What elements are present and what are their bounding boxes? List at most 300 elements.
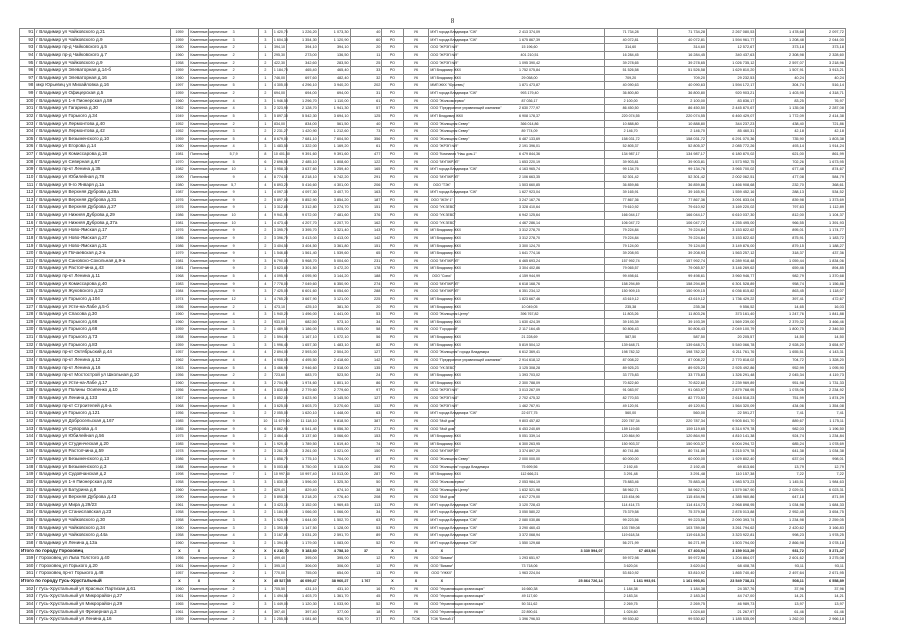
cell: 587,50 (604, 334, 657, 342)
cell: УК (403, 311, 429, 319)
cell: Каменные, кирпичные (189, 288, 209, 296)
cell: 1 (258, 189, 272, 197)
cell: 2 (258, 448, 272, 456)
cell: 2 (209, 67, 258, 75)
cell: 150 903,37 (604, 440, 657, 448)
cell: 1 (258, 166, 272, 174)
cell: 1 145,51 (756, 478, 805, 486)
cell: 1 026 735,12 (707, 59, 756, 67)
cell: Каменные, кирпичные (189, 387, 209, 395)
cell: 1 370,68 (805, 273, 845, 281)
cell: 1 120,90 (318, 36, 350, 44)
cell: 1 496,00 (287, 311, 319, 319)
cell: УК (403, 189, 429, 197)
cell: 3 623,90 (287, 395, 319, 403)
cell: 86 450,50 (657, 105, 706, 113)
cell: 829,40 (272, 486, 286, 494)
cell: 1 619,40 (318, 440, 350, 448)
cell: 53 (350, 311, 382, 319)
cell: 2 146,70 (657, 128, 706, 136)
cell: 5 (209, 395, 258, 403)
organization-cell: ООО "ЖЭУ 1" (429, 196, 455, 204)
cell: 73 718,06 (455, 562, 604, 570)
organization-cell: ООО "Жилищник" города Владимира (429, 463, 455, 471)
cell: Каменные, кирпичные (189, 250, 209, 258)
cell: 87 (350, 456, 382, 464)
cell: 2 117 164,45 (455, 326, 604, 334)
cell: 4 305,00 (272, 82, 286, 90)
cell: 1 559 452,16 (707, 189, 756, 197)
table-row (20, 616, 886, 624)
cell: 1 (258, 82, 272, 90)
cell: РО (382, 478, 403, 486)
address-cell: г Владимир ул Ново-Ямская д.27 (35, 234, 170, 242)
cell: 283,50 (318, 59, 350, 67)
organization-cell: МУП города Владимира "СЖ" (429, 509, 455, 517)
year-cell: 1981 (170, 257, 189, 265)
cell: 425,10 (287, 303, 319, 311)
cell: 3 (209, 318, 258, 326)
cell: 477 (350, 151, 382, 159)
cell: 36 800,80 (657, 90, 706, 98)
cell: 1 024,60 (604, 608, 657, 616)
address-cell: г Владимир ул Верхняя Дуброва д.28а (35, 189, 170, 197)
cell: 1 914,24 (805, 143, 845, 151)
cell: 6 350,90 (318, 280, 350, 288)
cell: 2 323,90 (272, 105, 286, 113)
cell: 3 (258, 97, 272, 105)
row-number: 107 (20, 151, 35, 159)
cell: 9 (209, 257, 258, 265)
cell: 5 (209, 158, 258, 166)
address-cell: г Гороховец ул Льва Толстого д.40 (35, 555, 170, 563)
address-cell: г Владимир ул Нижняя Дуброва д.37а (35, 219, 170, 227)
address-cell: г Владимир ул Горького д.121 (35, 410, 170, 418)
organization-cell: ООО "ТЭК" (429, 181, 455, 189)
cell: 1 675 867,39 (455, 36, 604, 44)
organization-cell: ООО "МУПЖРЭП" (429, 280, 455, 288)
table-row (20, 433, 886, 441)
cell: 4 095,90 (272, 273, 286, 281)
cell: 2 (258, 326, 272, 334)
cell: 34 (350, 318, 382, 326)
table-row (20, 288, 886, 296)
organization-cell: МУП города Владимира "СЖ" (429, 29, 455, 37)
cell: 50 311,62 (455, 600, 604, 608)
cell: 1 184,00 (272, 509, 286, 517)
organization-cell: ООО "Мой дом" (429, 425, 455, 433)
total-cell: 37 (350, 547, 382, 555)
address-cell: г Владимир ул Нижняя Дуброва д.29 (35, 212, 170, 220)
address-cell: г Владимир ул Безыменского д.3 (35, 463, 170, 471)
cell: 166 044,17 (657, 212, 706, 220)
cell: 7,41 (805, 410, 845, 418)
cell: 3 (209, 326, 258, 334)
row-number: 102 (20, 112, 35, 120)
cell: 4 (209, 143, 258, 151)
cell: 80 741,86 (604, 448, 657, 456)
row-number: 101 (20, 105, 35, 113)
cell: 1 823 667,46 (455, 295, 604, 303)
cell: 5 542,30 (287, 112, 319, 120)
organization-cell: ООО "Союз" (429, 273, 455, 281)
cell: РО (382, 456, 403, 464)
table-row (20, 600, 886, 608)
cell: 3 830,60 (272, 387, 286, 395)
cell: 3 958,30 (272, 166, 286, 174)
table-row (20, 539, 886, 547)
cell: 340 437,63 (707, 51, 756, 59)
cell: 40 090,63 (657, 82, 706, 90)
organization-cell: ООО "Мой дом" (429, 494, 455, 502)
cell: 135 (350, 364, 382, 372)
cell: 39 903,81 (604, 158, 657, 166)
table-row (20, 478, 886, 486)
cell: 93,11 (756, 562, 805, 570)
address-cell: г Владимир ул Растопчина д.59 (35, 448, 170, 456)
cell: Каменные, кирпичные (189, 234, 209, 242)
row-number: 93 (20, 44, 35, 52)
cell: Каменные, кирпичные (189, 478, 209, 486)
cell: 3 (258, 517, 272, 525)
cell: 4 097,30 (272, 189, 286, 197)
cell: 1 561,40 (287, 250, 319, 258)
cell: 1 503 660,85 (455, 181, 604, 189)
address-cell: г Владимир ул Добросельская д.167 (35, 417, 170, 425)
cell: УК (403, 509, 429, 517)
cell: 2 053 984,19 (455, 478, 604, 486)
cell: 75 699,56 (455, 463, 604, 471)
cell: РО (382, 417, 403, 425)
row-number: 135 (20, 364, 35, 372)
cell: 694,00 (287, 90, 319, 98)
row-number: 111 (20, 181, 35, 189)
cell: 1 865 740,40 (707, 570, 756, 578)
cell: 4 (258, 402, 272, 410)
cell: УК (403, 410, 429, 418)
cell: 1 104,37 (805, 212, 845, 220)
cell: РО (382, 532, 403, 540)
year-cell: 1979 (170, 250, 189, 258)
cell: 2 000 000,00 (455, 456, 604, 464)
cell: 2 (209, 608, 258, 616)
cell: 99 498,61 (657, 273, 706, 281)
cell: 3 312 278,70 (455, 234, 604, 242)
cell: 86 450,50 (604, 105, 657, 113)
cell: 106 047,72 (604, 219, 657, 227)
cell: 42,18 (805, 128, 845, 136)
cell: УК (403, 242, 429, 250)
cell: 1 120,30 (287, 600, 319, 608)
cell: 16,03 (805, 303, 845, 311)
organization-cell: ООО "Городской" (429, 326, 455, 334)
year-cell: 1988 (170, 463, 189, 471)
row-number: 118 (20, 234, 35, 242)
cell: 2 049 100,79 (707, 326, 756, 334)
cell: 2 504,20 (318, 349, 350, 357)
cell: 2 952,45 (756, 509, 805, 517)
row-number: 163 (20, 593, 35, 601)
cell: 1 (258, 555, 272, 563)
cell: РО (382, 212, 403, 220)
cell: 198 782,32 (604, 349, 657, 357)
table-row (20, 189, 886, 197)
year-cell: 1978 (170, 448, 189, 456)
cell: 29 232,53 (707, 74, 756, 82)
cell: 1 462 767,91 (455, 402, 604, 410)
table-row (20, 486, 886, 494)
cell: 3 (209, 517, 258, 525)
cell: 82 770,53 (604, 395, 657, 403)
address-cell: г Владимир ул Суворова д.4 (35, 425, 170, 433)
row-number: 106 (20, 143, 35, 151)
cell: 31 (350, 90, 382, 98)
cell: 3 261,00 (287, 448, 319, 456)
cell: 1 391,93 (805, 219, 845, 227)
row-number: 125 (20, 288, 35, 296)
cell: РО (382, 539, 403, 547)
cell: 4 (258, 173, 272, 181)
cell: 10 401,50 (272, 151, 286, 159)
cell: Каменные, кирпичные (189, 318, 209, 326)
cell: 4 467 286,14 (455, 219, 604, 227)
year-cell: 1961 (170, 593, 189, 601)
cell: 4 207,70 (287, 219, 319, 227)
cell: 75 379,58 (604, 509, 657, 517)
cell: 9 (209, 440, 258, 448)
cell: 77 867,36 (604, 196, 657, 204)
cell: 9 (209, 448, 258, 456)
cell: 39 278,65 (657, 59, 706, 67)
cell: 49 117,60 (455, 593, 604, 601)
cell: РО (382, 273, 403, 281)
table-row (20, 372, 886, 380)
cell: 208 (350, 494, 382, 502)
cell: УК (403, 334, 429, 342)
organization-cell: ООО "Жилищник Север" (429, 135, 455, 143)
cell: 89 925,23 (657, 364, 706, 372)
cell: РО (382, 97, 403, 105)
cell: 36 800,80 (604, 90, 657, 98)
address-cell: г Владимир ул Верхняя Дуброва д.27 (35, 204, 170, 212)
cell: 1 072,10 (318, 334, 350, 342)
row-number: 121 (20, 257, 35, 265)
cell: 654,00 (318, 570, 350, 578)
cell: 2 (258, 242, 272, 250)
total-label: Итого по городу Гороховец (20, 547, 171, 555)
cell: 438,40 (756, 120, 805, 128)
cell: 1 483,50 (272, 143, 286, 151)
cell: 119 618,34 (604, 532, 657, 540)
cell: 1 539,60 (318, 250, 350, 258)
row-number: 104 (20, 128, 35, 136)
organization-cell: ООО "ЖРЭП №9" (429, 59, 455, 67)
cell: 958,74 (756, 280, 805, 288)
cell: 1 (258, 456, 272, 464)
cell: 16 660,38 (455, 585, 604, 593)
cell: 73 (350, 128, 382, 136)
total-cell: 3 159 013,29 (707, 547, 756, 555)
cell: 7 425,00 (272, 288, 286, 296)
cell: 3 300 124,70 (455, 242, 604, 250)
cell: РО (382, 105, 403, 113)
cell: 1 393 703,02 (455, 372, 604, 380)
table-row (20, 456, 886, 464)
cell: УК (403, 608, 429, 616)
row-number: 123 (20, 273, 35, 281)
organization-cell: МУП города Владимира "СЖ" (429, 90, 455, 98)
cell: УК (403, 486, 429, 494)
organization-cell: ООО "МУПЖРЭП" (429, 173, 455, 181)
cell: 982,03 (756, 425, 805, 433)
cell: 51 526,58 (604, 67, 657, 75)
cell: 3 (258, 105, 272, 113)
cell: 366 014,86 (455, 120, 604, 128)
cell: 2 192,45 (657, 463, 706, 471)
cell: 7 481,60 (318, 212, 350, 220)
year-cell: 1952 (170, 128, 189, 136)
cell: 874,67 (805, 166, 845, 174)
organization-cell: МУП города Владимира "СЖ" (429, 410, 455, 418)
table-row (20, 334, 886, 342)
cell: 1 420,90 (287, 128, 319, 136)
cell: Каменные, кирпичные (189, 524, 209, 532)
cell: 9 818,50 (318, 417, 350, 425)
table-row (20, 326, 886, 334)
cell: Каменные, кирпичные (189, 120, 209, 128)
cell: 6 790,00 (272, 257, 286, 265)
cell: Каменные, кирпичные (189, 463, 209, 471)
cell: Каменные, кирпичные (189, 67, 209, 75)
cell: 1 078,06 (756, 387, 805, 395)
total-cell: 45 527,55 (272, 578, 286, 586)
cell: 2 (258, 59, 272, 67)
cell: РО (382, 90, 403, 98)
cell: 2 618 518,23 (707, 395, 756, 403)
cell: 60 000,00 (604, 456, 657, 464)
organization-cell: ООО "ЖРЭП №9" (429, 402, 455, 410)
cell: Каменные, кирпичные (189, 402, 209, 410)
cell: 7 681,10 (287, 135, 319, 143)
row-number: 120 (20, 250, 35, 258)
cell: УК (403, 135, 429, 143)
cell: 53 810,92 (657, 570, 706, 578)
cell: 2 (258, 433, 272, 441)
address-cell: г Владимир ул 9-го Января д.1а (35, 181, 170, 189)
row-number: 137 (20, 379, 35, 387)
cell: 91 083,97 (604, 387, 657, 395)
cell: 621,00 (756, 151, 805, 159)
cell: 2 267 080,53 (707, 29, 756, 37)
cell: 6 541,40 (287, 425, 319, 433)
cell: 39 165,91 (657, 189, 706, 197)
cell: 3 275,08 (805, 555, 845, 563)
organization-cell: МУП города Владимира "СЖ" (429, 517, 455, 525)
cell: 56 271,99 (657, 539, 706, 547)
cell: 2 (209, 593, 258, 601)
address-cell: г Владимир ул Батурина д.8 (35, 486, 170, 494)
table-row (20, 295, 886, 303)
cell: 3 137,60 (287, 433, 319, 441)
cell: Каменные, кирпичные (189, 196, 209, 204)
cell: 4 (258, 135, 272, 143)
cell: 5 (258, 463, 272, 471)
cell: 3 (209, 410, 258, 418)
cell: 6 023,31 (805, 486, 845, 494)
cell: УК (403, 517, 429, 525)
address-cell: г Владимир ул Чайковского д.21 (35, 29, 170, 37)
cell: 58 962,71 (604, 486, 657, 494)
cell: 114 414,73 (657, 501, 706, 509)
cell: 1 255,50 (272, 616, 286, 624)
cell: 3 304 402,86 (455, 265, 604, 273)
year-cell: 1986 (170, 456, 189, 464)
cell: 1 (258, 562, 272, 570)
year-cell: 1987 (170, 189, 189, 197)
address-cell: г Владимир ул Лермонтова д.42 (35, 128, 170, 136)
cell: 34 (350, 509, 382, 517)
cell: 70 822,60 (604, 379, 657, 387)
cell: Каменные, кирпичные (189, 59, 209, 67)
cell: УК (403, 227, 429, 235)
organization-cell: МП Владимир ЖКХ (429, 303, 455, 311)
cell: РО (382, 356, 403, 364)
cell: 220 074,55 (657, 112, 706, 120)
cell: 103 789,08 (604, 524, 657, 532)
cell: 91 083,97 (657, 387, 706, 395)
cell: Каменные, кирпичные (189, 509, 209, 517)
cell: 3 261,30 (272, 448, 286, 456)
cell: 5 819 504,12 (455, 341, 604, 349)
cell: 136,50 (318, 51, 350, 59)
cell: 1 984,63 (805, 478, 845, 486)
cell: 178 (350, 265, 382, 273)
organization-cell: МП Владимир ЖКХ (429, 295, 455, 303)
total-cell: X (170, 547, 189, 555)
row-number: 161 (20, 570, 35, 578)
cell: Каменные, кирпичные (189, 616, 209, 624)
cell: 3 654,75 (805, 509, 845, 517)
year-cell: 1960 (170, 524, 189, 532)
cell: УК (403, 36, 429, 44)
cell: 9 (209, 494, 258, 502)
cell: 202 (350, 82, 382, 90)
organization-cell: ООО "Предприятие управляющей компании" (429, 356, 455, 364)
cell: 2 946,60 (287, 364, 319, 372)
total-cell: X (209, 578, 258, 586)
address-cell: г Владимир ул Ленина д.133 (35, 395, 170, 403)
total-row-city (20, 547, 886, 555)
cell: 3 312 278,70 (455, 227, 604, 235)
cell: 3 144,20 (318, 273, 350, 281)
row-number: 143 (20, 425, 35, 433)
cell: 65 (350, 250, 382, 258)
row-number: 119 (20, 242, 35, 250)
cell: 2 239 969,89 (707, 379, 756, 387)
cell: 3 167,80 (272, 532, 286, 540)
organization-cell: ООО "Жилищник" города Владимира (429, 349, 455, 357)
cell: РО (382, 471, 403, 479)
cell: УК (403, 295, 429, 303)
cell: 702,26 (756, 158, 805, 166)
cell: 14,21 (756, 593, 805, 601)
cell: РО (382, 395, 403, 403)
cell: УК (403, 280, 429, 288)
cell: 235,38 (657, 303, 706, 311)
row-number: 165 (20, 608, 35, 616)
cell: 158 294,89 (604, 280, 657, 288)
cell: Каменные, кирпичные (189, 356, 209, 364)
